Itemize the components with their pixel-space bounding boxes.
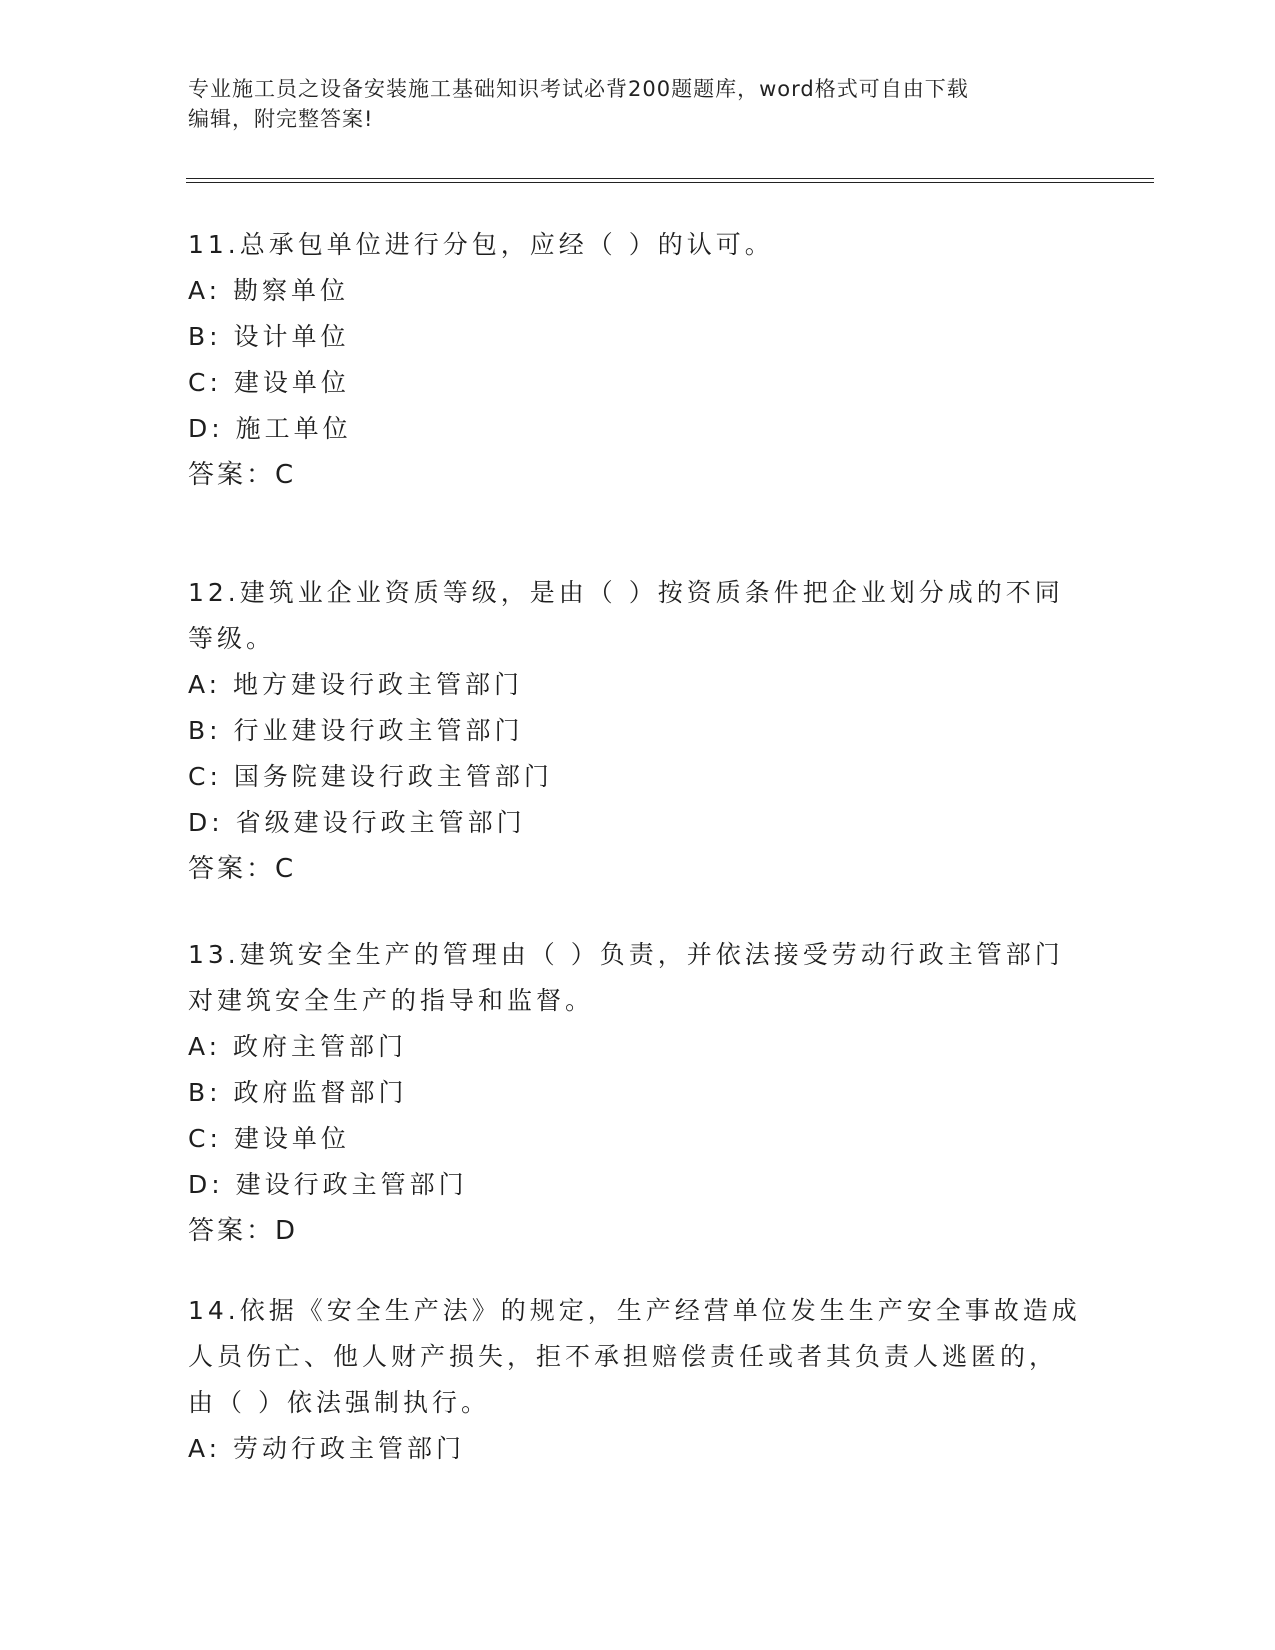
question-stem (188, 1288, 1088, 1426)
question-stem (188, 932, 1088, 1024)
option-b: B: 行业建设行政主管部门 (188, 716, 524, 745)
stem-line: 12.建筑业企业资质等级，是由（ ）按资质条件把企业划分成的不同 (188, 578, 1064, 607)
option-a: A: 劳动行政主管部门 (188, 1434, 466, 1463)
answer-line (188, 1208, 1088, 1254)
stem-line: 13.建筑安全生产的管理由（ ）负责，并依法接受劳动行政主管部门 (188, 940, 1064, 969)
stem-line: 由（ ）依法强制执行。 (188, 1388, 490, 1417)
header-title-line-1: 专业施工员之设备安装施工基础知识考试必背200题题库，word格式可自由下载 (188, 77, 969, 101)
question-12 (188, 570, 1088, 892)
option-d: D: 省级建设行政主管部门 (188, 808, 526, 837)
answer-label: 答案： (188, 854, 276, 884)
question-11 (188, 222, 1088, 498)
option-d: D: 施工单位 (188, 414, 352, 443)
answer-label: 答案： (188, 460, 276, 490)
option-d: D: 建设行政主管部门 (188, 1170, 468, 1199)
option-b: B: 政府监督部门 (188, 1078, 408, 1107)
option-c: C: 国务院建设行政主管部门 (188, 762, 553, 791)
answer-line (188, 846, 1088, 892)
header-title-line-2: 编辑，附完整答案! (188, 107, 374, 131)
stem-line: 11.总承包单位进行分包，应经（ ）的认可。 (188, 230, 774, 259)
stem-line: 对建筑安全生产的指导和监督。 (188, 986, 595, 1015)
question-13 (188, 932, 1088, 1254)
question-14 (188, 1288, 1088, 1472)
option-a: A: 政府主管部门 (188, 1032, 408, 1061)
answer-value: C (275, 854, 295, 884)
stem-line: 等级。 (188, 624, 276, 653)
answer-label: 答案： (188, 1216, 276, 1246)
stem-line: 14.依据《安全生产法》的规定，生产经营单位发生生产安全事故造成 (188, 1296, 1081, 1325)
stem-line: 人员伤亡、他人财产损失，拒不承担赔偿责任或者其负责人逃匿的， (188, 1342, 1059, 1371)
document-header (188, 74, 1088, 134)
question-stem (188, 570, 1088, 662)
header-divider (186, 178, 1154, 183)
question-stem (188, 222, 1088, 268)
option-c: C: 建设单位 (188, 1124, 350, 1153)
option-a: A: 勘察单位 (188, 276, 350, 305)
answer-value: D (275, 1216, 297, 1246)
option-b: B: 设计单位 (188, 322, 350, 351)
answer-value: C (275, 460, 295, 490)
option-c: C: 建设单位 (188, 368, 350, 397)
option-a: A: 地方建设行政主管部门 (188, 670, 524, 699)
answer-line (188, 452, 1088, 498)
